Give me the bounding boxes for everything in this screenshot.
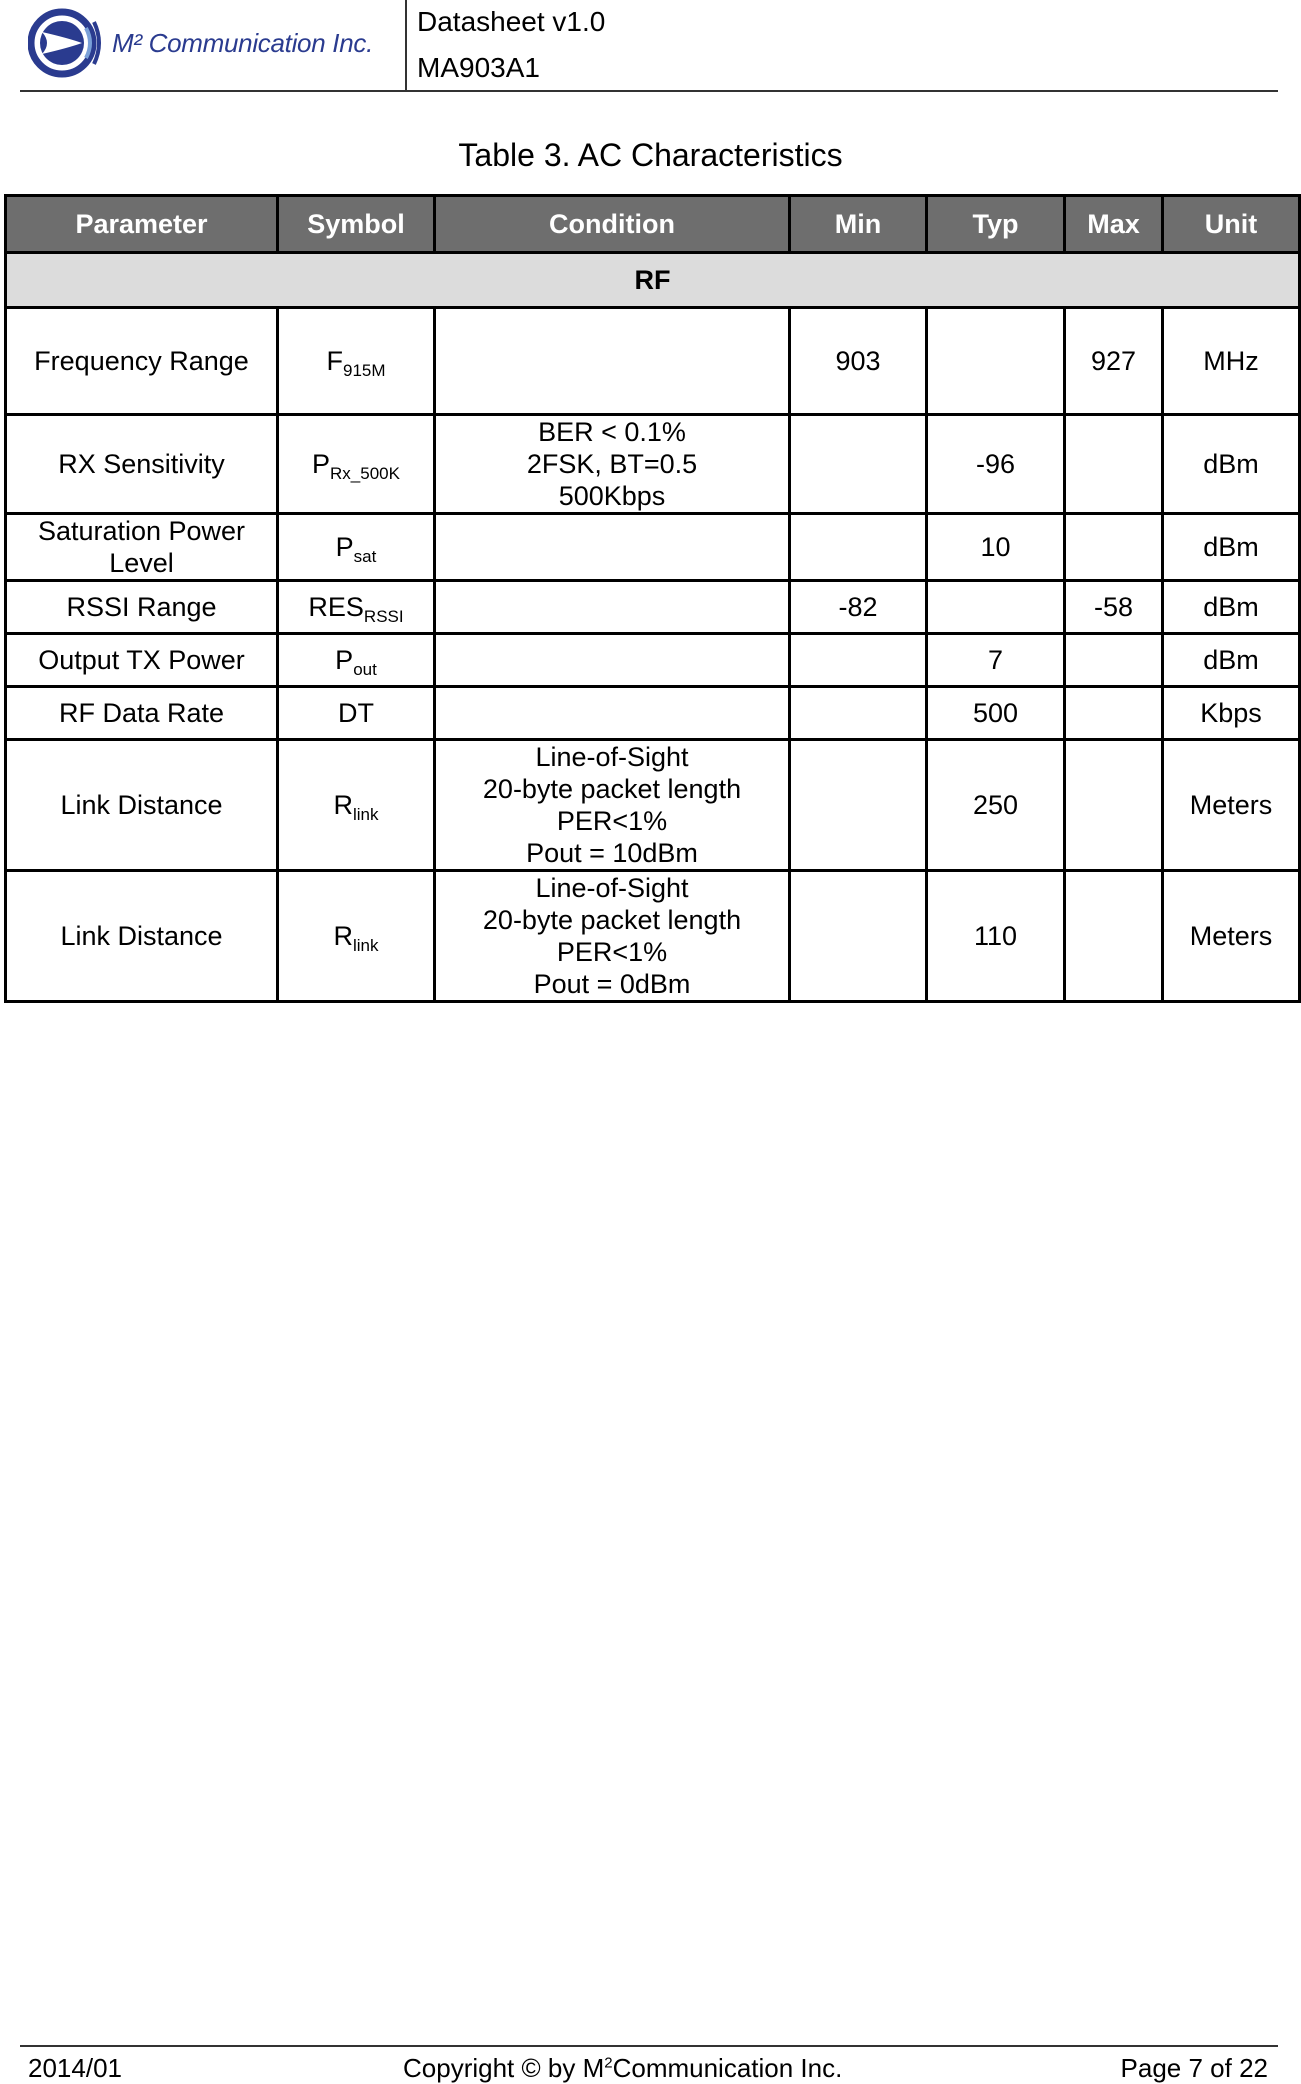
cell-symbol	[278, 308, 435, 415]
footer-page-number: Page 7 of 22	[1120, 2053, 1268, 2083]
cell-symbol	[278, 514, 435, 581]
cell-min: -82	[790, 581, 927, 634]
cell-typ: 10	[927, 514, 1065, 581]
cell-unit: Meters	[1163, 740, 1300, 871]
condition-line: PER<1%	[556, 806, 668, 836]
condition-line: Line-of-Sight	[535, 742, 689, 772]
cell-typ: 110	[927, 871, 1065, 1002]
cell-unit: Meters	[1163, 871, 1300, 1002]
symbol-main: P	[335, 532, 354, 562]
cell-max	[1065, 871, 1163, 1002]
cell-min	[790, 634, 927, 687]
copyright-post: Communication Inc.	[612, 2053, 843, 2083]
condition-line: Line-of-Sight	[535, 873, 689, 903]
cell-min	[790, 514, 927, 581]
cell-condition	[435, 634, 790, 687]
col-header-symbol: Symbol	[278, 196, 435, 253]
cell-unit: dBm	[1163, 634, 1300, 687]
symbol-sub: sat	[353, 547, 377, 566]
table-row	[6, 308, 1300, 415]
cell-parameter: RX Sensitivity	[6, 415, 278, 514]
table-row	[6, 581, 1300, 634]
symbol-sub: link	[352, 936, 379, 955]
table-row	[6, 740, 1300, 871]
condition-line: PER<1%	[556, 937, 668, 967]
footer-copyright	[403, 2053, 842, 2084]
cell-max: 927	[1065, 308, 1163, 415]
table-row	[6, 871, 1300, 1002]
col-header-parameter: Parameter	[6, 196, 278, 253]
footer-date: 2014/01	[28, 2053, 122, 2083]
cell-condition	[435, 871, 790, 1002]
col-header-typ: Typ	[927, 196, 1065, 253]
symbol-sub: link	[352, 805, 379, 824]
cell-min	[790, 871, 927, 1002]
cell-min	[790, 740, 927, 871]
copyright-pre: Copyright © by M	[403, 2053, 605, 2083]
cell-parameter: Link Distance	[6, 871, 278, 1002]
cell-max: -58	[1065, 581, 1163, 634]
cell-parameter: Link Distance	[6, 740, 278, 871]
cell-symbol	[278, 415, 435, 514]
cell-typ	[927, 581, 1065, 634]
cell-condition	[435, 687, 790, 740]
cell-unit: dBm	[1163, 415, 1300, 514]
cell-typ: -96	[927, 415, 1065, 514]
cell-symbol	[278, 740, 435, 871]
cell-unit: dBm	[1163, 581, 1300, 634]
cell-symbol	[278, 871, 435, 1002]
condition-line: BER < 0.1%	[538, 417, 686, 447]
cell-unit: MHz	[1163, 308, 1300, 415]
symbol-sub: out	[353, 660, 377, 679]
cell-parameter: Frequency Range	[6, 308, 278, 415]
page-header	[20, 0, 1278, 92]
table-header-row	[6, 196, 1300, 253]
cell-max	[1065, 634, 1163, 687]
condition-line: 20-byte packet length	[482, 774, 742, 804]
cell-min	[790, 687, 927, 740]
table-row	[6, 415, 1300, 514]
section-label-rf: RF	[6, 253, 1300, 308]
cell-condition	[435, 308, 790, 415]
datasheet-version: Datasheet v1.0	[417, 6, 606, 37]
table-caption: Table 3. AC Characteristics	[458, 137, 843, 173]
col-header-max: Max	[1065, 196, 1163, 253]
cell-parameter: Output TX Power	[6, 634, 278, 687]
table-row	[6, 687, 1300, 740]
header-divider	[405, 0, 407, 90]
condition-line: Pout = 0dBm	[533, 969, 691, 999]
cell-max	[1065, 514, 1163, 581]
symbol-sub: Rx_500K	[330, 464, 400, 483]
symbol-main: DT	[338, 698, 374, 728]
cell-symbol	[278, 581, 435, 634]
cell-parameter: Saturation Power Level	[6, 514, 278, 581]
cell-max	[1065, 415, 1163, 514]
symbol-sub: RSSI	[363, 607, 404, 626]
condition-line: 2FSK, BT=0.5	[526, 449, 698, 479]
table-row	[6, 634, 1300, 687]
logo-wordmark: M² Communication Inc.	[112, 28, 374, 58]
cell-min: 903	[790, 308, 927, 415]
cell-typ: 500	[927, 687, 1065, 740]
symbol-main: P	[312, 449, 331, 479]
symbol-main: RES	[308, 592, 364, 622]
condition-line: Pout = 10dBm	[526, 838, 698, 868]
col-header-unit: Unit	[1163, 196, 1300, 253]
table-row	[6, 514, 1300, 581]
cell-unit: dBm	[1163, 514, 1300, 581]
symbol-main: R	[333, 921, 353, 951]
cell-min	[790, 415, 927, 514]
cell-condition	[435, 415, 790, 514]
condition-line: 500Kbps	[558, 481, 666, 511]
cell-typ: 7	[927, 634, 1065, 687]
symbol-sub: 915M	[342, 361, 386, 380]
cell-condition	[435, 514, 790, 581]
logo-mark-icon	[28, 6, 108, 80]
cell-symbol	[278, 687, 435, 740]
cell-max	[1065, 687, 1163, 740]
copyright-sup: 2	[604, 2054, 613, 2072]
part-number: MA903A1	[417, 52, 540, 83]
cell-parameter: RF Data Rate	[6, 687, 278, 740]
symbol-main: R	[333, 790, 353, 820]
symbol-main: P	[335, 645, 354, 675]
section-row	[6, 253, 1300, 308]
cell-parameter: RSSI Range	[6, 581, 278, 634]
cell-condition	[435, 581, 790, 634]
cell-unit: Kbps	[1163, 687, 1300, 740]
cell-symbol	[278, 634, 435, 687]
symbol-main: F	[326, 346, 343, 376]
cell-condition	[435, 740, 790, 871]
cell-max	[1065, 740, 1163, 871]
company-logo	[28, 6, 413, 86]
col-header-condition: Condition	[435, 196, 790, 253]
ac-characteristics-table	[4, 194, 1301, 1003]
cell-typ: 250	[927, 740, 1065, 871]
cell-typ	[927, 308, 1065, 415]
condition-line: 20-byte packet length	[482, 905, 742, 935]
page-footer	[20, 2045, 1278, 2083]
col-header-min: Min	[790, 196, 927, 253]
